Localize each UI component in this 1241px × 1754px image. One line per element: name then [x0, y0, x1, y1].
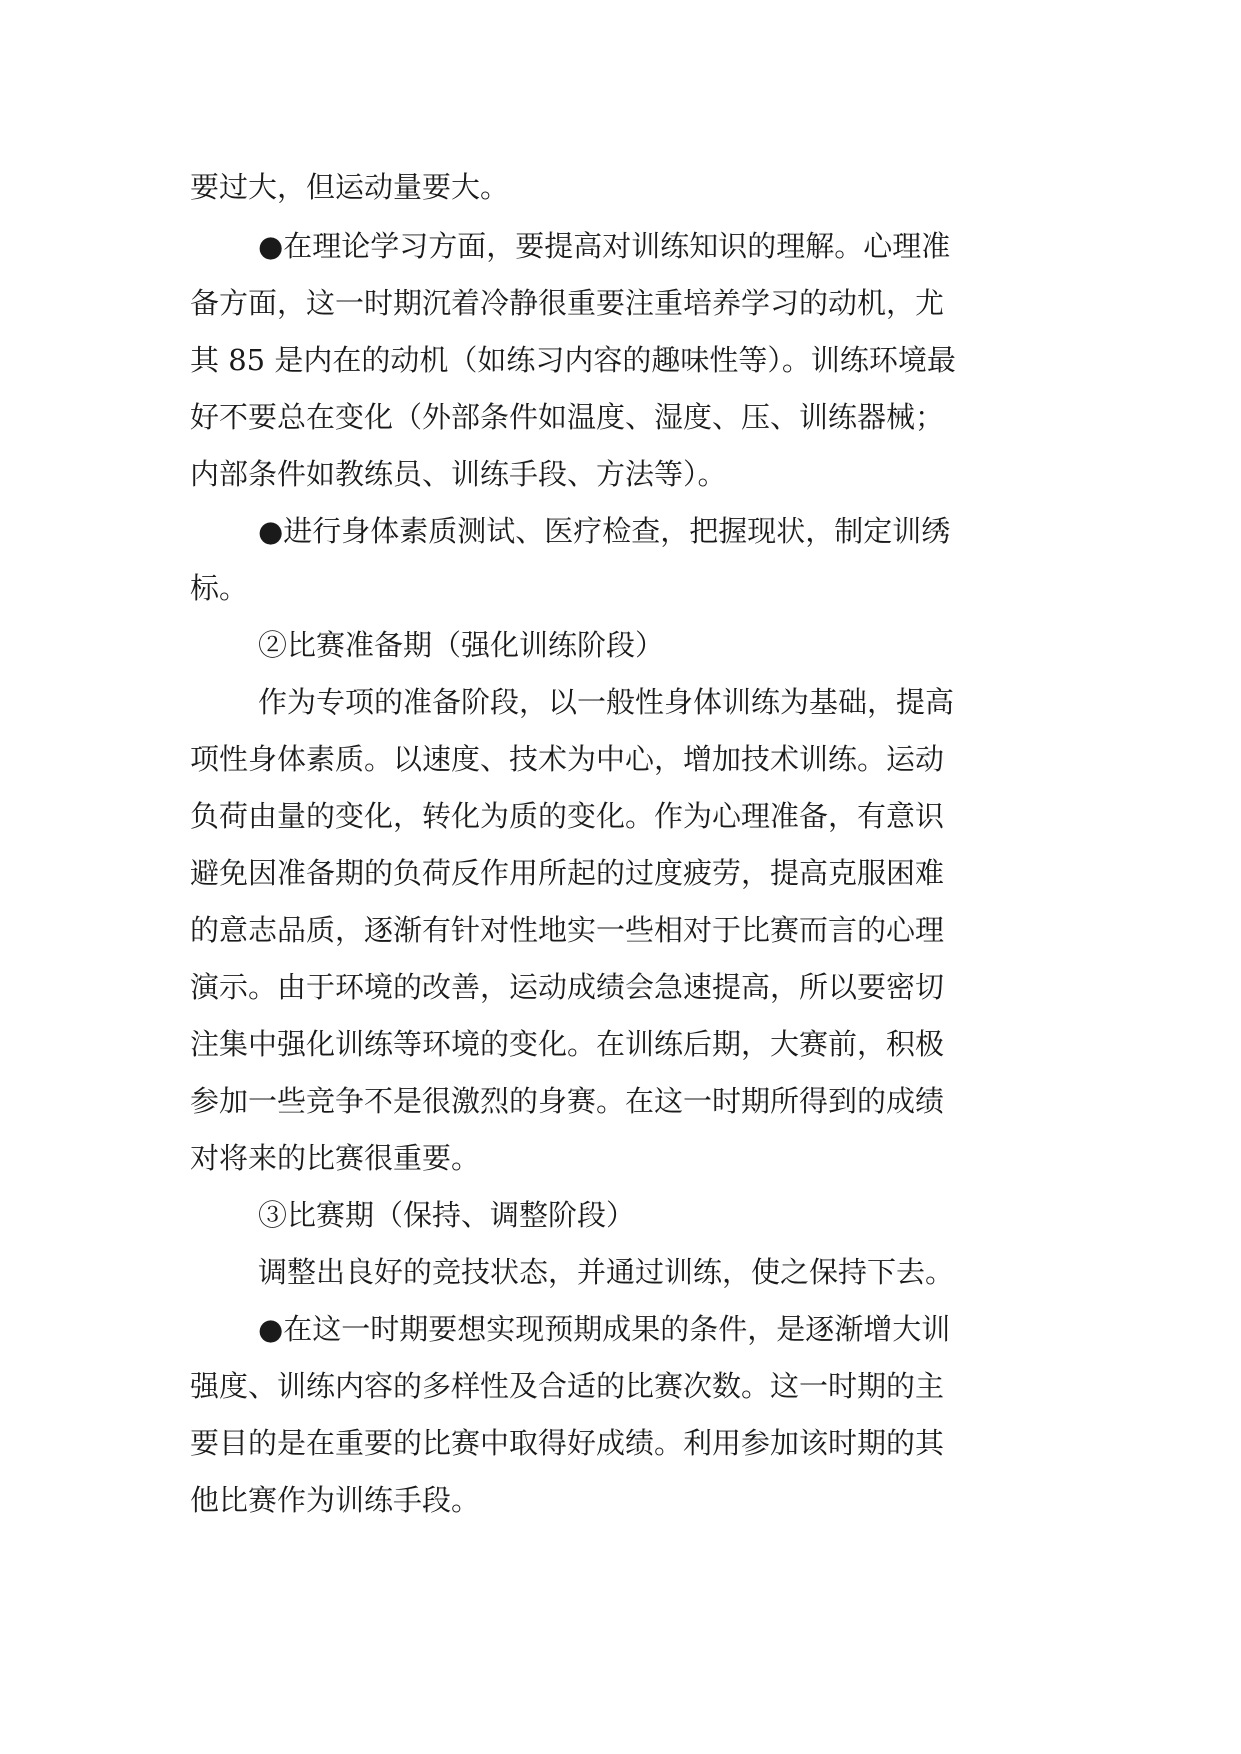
- text-line: 负荷由量的变化，转化为质的变化。作为心理准备，有意识: [190, 799, 945, 833]
- bullet-paragraph-line: ●在这一时期要想实现预期成果的条件，是逐渐增大训: [258, 1312, 951, 1346]
- text-line: 强度、训练内容的多样性及合适的比赛次数。这一时期的主: [190, 1369, 945, 1403]
- text-line: 对将来的比赛很重要。: [190, 1141, 481, 1175]
- text-line: 演示。由于环境的改善，运动成绩会急速提高，所以要密切: [190, 970, 945, 1004]
- text-line: 注集中强化训练等环境的变化。在训练后期，大赛前，积极: [190, 1027, 945, 1061]
- section-heading: ③比赛期（保持、调整阶段）: [258, 1198, 636, 1232]
- text-line: 标。: [190, 571, 249, 605]
- section-heading: ②比赛准备期（强化训练阶段）: [258, 628, 665, 662]
- bullet-paragraph-line: ●进行身体素质测试、医疗检查，把握现状，制定训绣: [258, 514, 951, 548]
- text-line: 要过大，但运动量要大。: [190, 170, 510, 204]
- text-line: 要目的是在重要的比赛中取得好成绩。利用参加该时期的其: [190, 1426, 945, 1460]
- text-line: 其 85 是内在的动机（如练习内容的趣味性等）。训练环境最: [190, 343, 956, 377]
- text-line: 他比赛作为训练手段。: [190, 1483, 481, 1517]
- paragraph-line: 调整出良好的竞技状态，并通过训练，使之保持下去。: [258, 1255, 955, 1289]
- text-line: 避免因准备期的负荷反作用所起的过度疲劳，提高克服困难: [190, 856, 945, 890]
- text-line: 备方面，这一时期沉着冷静很重要注重培养学习的动机，尤: [190, 286, 945, 320]
- text-line: 参加一些竞争不是很激烈的身赛。在这一时期所得到的成绩: [190, 1084, 945, 1118]
- bullet-paragraph-line: ●在理论学习方面，要提高对训练知识的理解。心理准: [258, 229, 951, 263]
- text-line: 好不要总在变化（外部条件如温度、湿度、压、训练器械；: [190, 400, 945, 434]
- text-line: 内部条件如教练员、训练手段、方法等）。: [190, 457, 727, 491]
- text-line: 的意志品质，逐渐有针对性地实一些相对于比赛而言的心理: [190, 913, 945, 947]
- text-line: 项性身体素质。以速度、技术为中心，增加技术训练。运动: [190, 742, 945, 776]
- paragraph-line: 作为专项的准备阶段，以一般性身体训练为基础，提高: [258, 685, 955, 719]
